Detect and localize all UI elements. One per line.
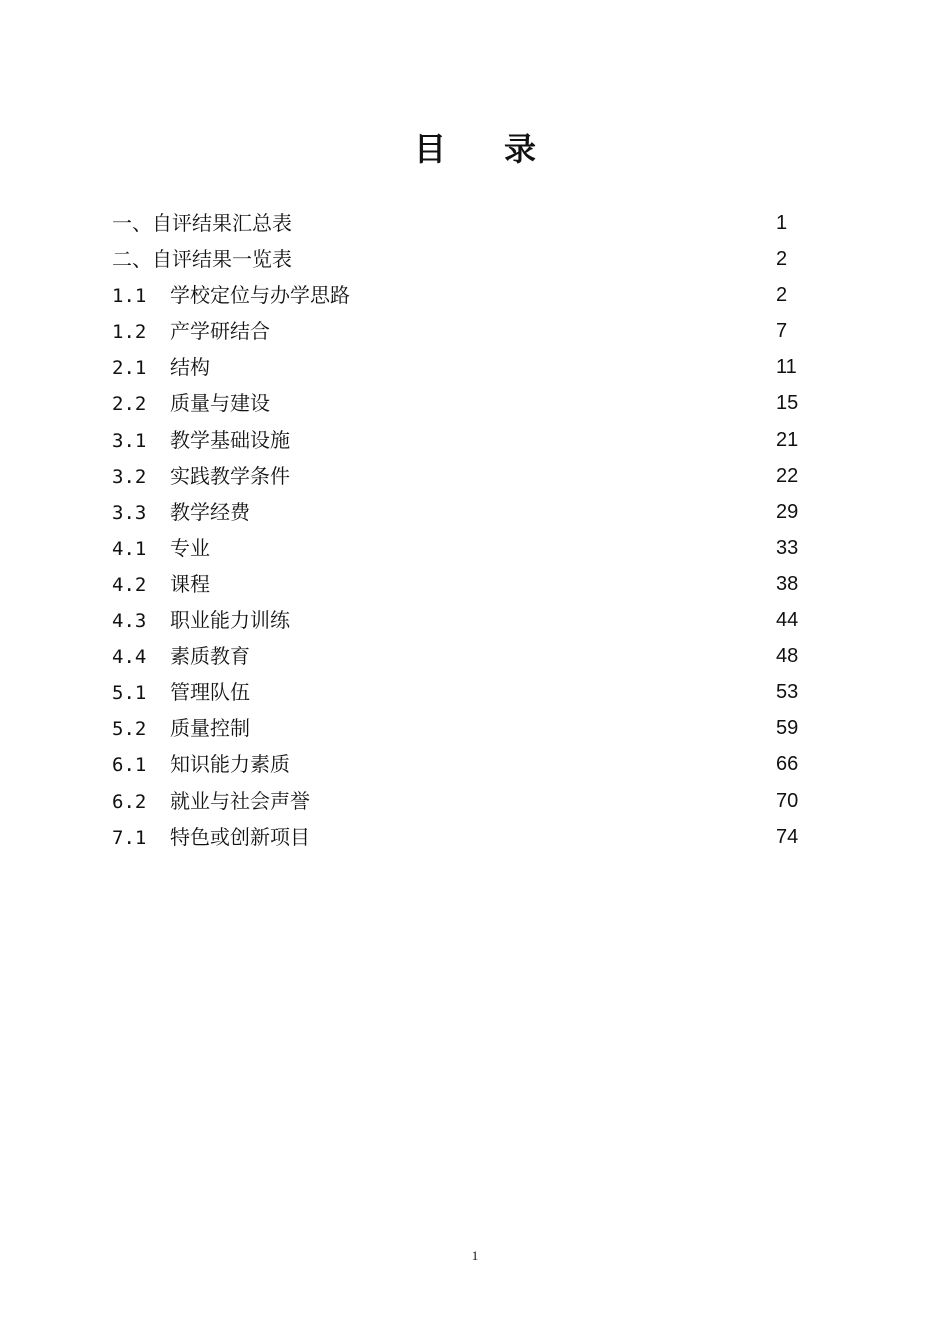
toc-entry-title: 职业能力训练 (170, 608, 290, 633)
toc-entry-page: 48 (776, 645, 799, 668)
toc-entry-number: 1.2 (112, 321, 147, 344)
toc-entry-title: 质量与建设 (170, 391, 270, 416)
toc-entry-number: 6.2 (112, 790, 147, 813)
toc-entry-page: 7 (776, 320, 788, 343)
toc-entry-number: 4.4 (112, 646, 147, 669)
toc-entry-page: 53 (776, 681, 799, 704)
toc-entry[interactable] (112, 494, 802, 530)
toc-entry-page: 21 (776, 428, 799, 451)
toc-entry[interactable] (112, 530, 802, 566)
toc-entry-number: 3.1 (112, 429, 147, 452)
toc-entry-title: 质量控制 (170, 716, 250, 741)
toc-entry[interactable] (112, 638, 802, 674)
toc-entry-number: 5.1 (112, 682, 147, 705)
toc-entry-page: 66 (776, 753, 799, 776)
toc-entry-page: 11 (776, 356, 797, 379)
toc-entry-number: 1.1 (112, 285, 147, 308)
page-title (0, 126, 950, 172)
toc-entry-title: 一、自评结果汇总表 (112, 211, 292, 235)
toc-entry-title: 实践教学条件 (170, 463, 290, 488)
toc-entry-number: 2.1 (112, 357, 147, 380)
toc-entry[interactable] (112, 566, 802, 602)
toc-entry-page: 2 (776, 248, 788, 271)
toc-entry-number: 3.2 (112, 465, 147, 488)
toc-entry-title: 就业与社会声誉 (170, 788, 310, 813)
toc-entry-page: 29 (776, 500, 799, 523)
toc-entry-number: 3.3 (112, 501, 147, 524)
toc-entry-title: 课程 (170, 571, 210, 596)
toc-entry-number: 4.2 (112, 573, 147, 596)
toc-entry-page: 33 (776, 536, 799, 559)
toc-entry-title: 专业 (170, 535, 210, 560)
toc-entry[interactable] (112, 349, 802, 385)
toc-entry-page: 38 (776, 572, 799, 595)
toc-entry-title: 二、自评结果一览表 (112, 247, 292, 272)
toc-entry-number: 4.1 (112, 537, 147, 560)
toc-entry-number: 6.1 (112, 754, 147, 777)
toc-entry[interactable] (112, 783, 802, 819)
toc-entry-title: 结构 (170, 355, 210, 380)
toc-entry[interactable] (112, 819, 802, 855)
toc-entry-page: 15 (776, 392, 799, 415)
toc-entry-title: 知识能力素质 (170, 752, 290, 777)
toc-entry[interactable] (112, 385, 802, 421)
toc-entry-page: 59 (776, 717, 799, 740)
toc-entry-number: 5.2 (112, 718, 147, 741)
toc-entry-title: 产学研结合 (170, 319, 270, 344)
table-of-contents (112, 205, 802, 855)
toc-entry-title: 教学基础设施 (170, 427, 290, 452)
toc-entry[interactable] (112, 458, 802, 494)
toc-entry-number: 7.1 (112, 826, 147, 849)
toc-entry-title: 管理队伍 (170, 680, 250, 705)
toc-entry[interactable] (112, 205, 802, 241)
toc-entry-page: 44 (776, 609, 799, 632)
toc-entry[interactable] (112, 602, 802, 638)
toc-entry-page: 2 (776, 284, 788, 307)
toc-entry[interactable] (112, 710, 802, 746)
toc-entry[interactable] (112, 422, 802, 458)
toc-entry-number: 2.2 (112, 393, 147, 416)
title-char-2: 录 (504, 130, 537, 168)
toc-entry[interactable] (112, 241, 802, 277)
toc-entry-title: 教学经费 (170, 499, 250, 524)
toc-entry[interactable] (112, 313, 802, 349)
toc-entry-page: 1 (776, 212, 788, 234)
toc-entry-page: 74 (776, 825, 799, 848)
toc-entry[interactable] (112, 277, 802, 313)
toc-entry-number: 4.3 (112, 610, 147, 633)
toc-entry[interactable] (112, 746, 802, 782)
title-char-1: 目 (413, 130, 446, 168)
toc-entry-title: 特色或创新项目 (170, 824, 310, 849)
toc-entry-title: 素质教育 (170, 644, 250, 669)
toc-entry-page: 70 (776, 789, 799, 812)
footer-page-number: 1 (471, 1248, 479, 1263)
toc-entry-page: 22 (776, 464, 799, 487)
toc-entry[interactable] (112, 674, 802, 710)
toc-entry-title: 学校定位与办学思路 (170, 283, 350, 308)
